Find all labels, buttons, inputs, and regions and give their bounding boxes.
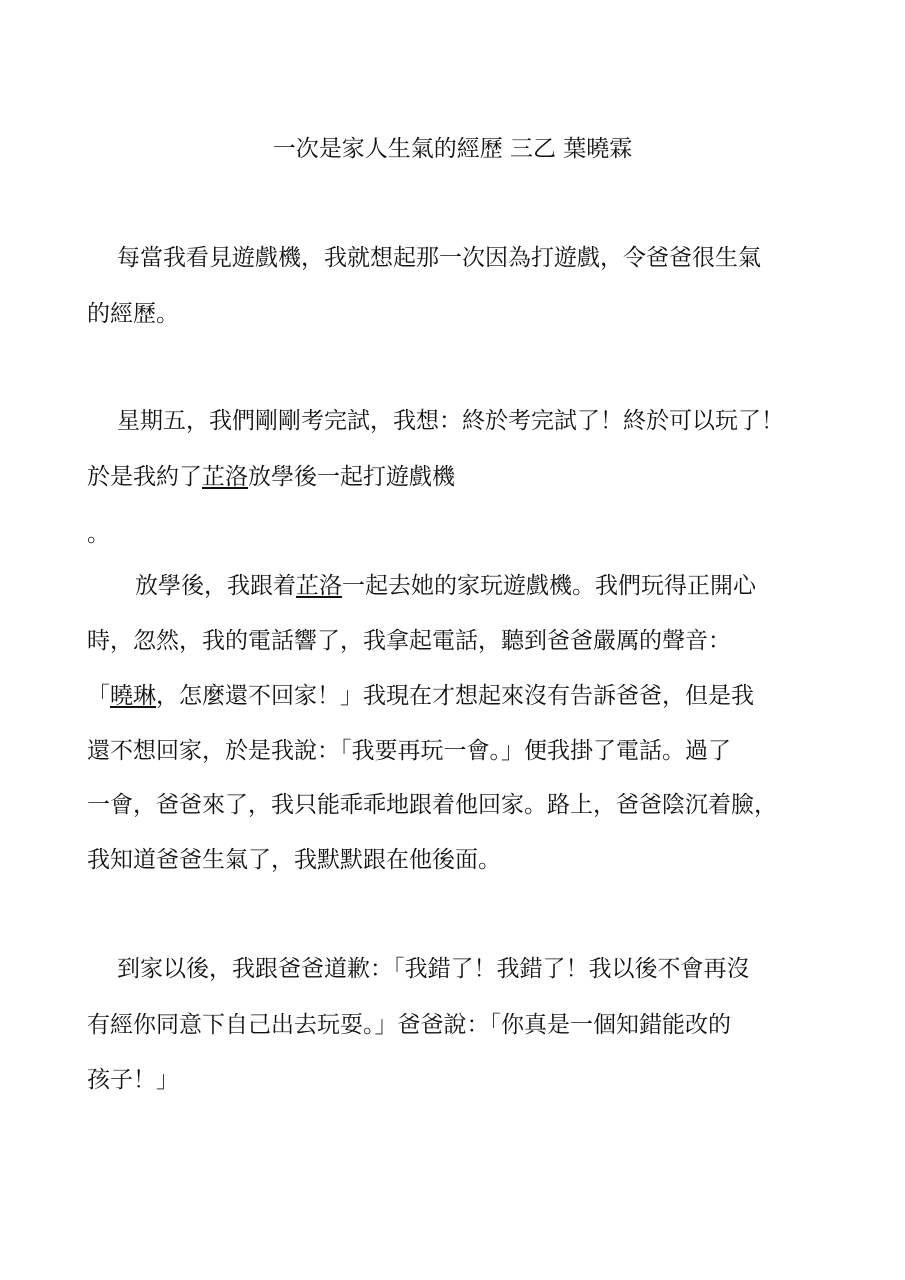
- paragraph-3-line-4: 還不想回家，於是我說：「我要再玩一會。」便我掛了電話。過了: [87, 738, 731, 764]
- paragraph-3-line-3: [87, 680, 754, 712]
- text-segment: 於是我約了: [87, 464, 202, 490]
- text-segment: ，怎麼還不回家！」我現在才想起來沒有告訴爸爸，但是我: [156, 683, 754, 709]
- paragraph-4-line-2: 有經你同意下自己出去玩耍。」爸爸說：「你真是一個知錯能改的: [87, 1012, 731, 1038]
- text-segment: 放學後，我跟着: [135, 573, 296, 599]
- text-segment: 一起去她的家玩遊戲機。我們玩得正開心: [342, 573, 756, 599]
- text-segment: 放學後一起打遊戲機: [248, 464, 455, 490]
- friend-name: 芷洛: [202, 464, 248, 490]
- paragraph-4-line-3: 孩子！」: [87, 1067, 179, 1093]
- author-name: 曉琳: [110, 683, 156, 709]
- paragraph-1-line-2: 的經歷。: [87, 301, 179, 327]
- friend-name: 芷洛: [296, 573, 342, 599]
- paragraph-2-line-2: [87, 461, 455, 493]
- essay-title: 一次是家人生氣的經歷 三乙 葉曉霖: [272, 136, 633, 162]
- text-segment: 「: [87, 683, 110, 709]
- paragraph-3-line-5: 一會，爸爸來了，我只能乖乖地跟着他回家。路上，爸爸陰沉着臉，: [87, 792, 777, 818]
- paragraph-2-line-3: 。: [87, 521, 110, 547]
- paragraph-4-line-1: 到家以後，我跟爸爸道歉：「我錯了！我錯了！我以後不會再沒: [117, 956, 750, 982]
- paragraph-1-line-1: 每當我看見遊戲機，我就想起那一次因為打遊戲，令爸爸很生氣: [117, 245, 761, 271]
- paragraph-3-line-1: [135, 570, 756, 602]
- paragraph-3-line-6: 我知道爸爸生氣了，我默默跟在他後面。: [87, 847, 501, 873]
- paragraph-3-line-2: 時，忽然，我的電話響了，我拿起電話，聽到爸爸嚴厲的聲音：: [87, 628, 731, 654]
- paragraph-2-line-1: 星期五，我們剛剛考完試，我想：終於考完試了！終於可以玩了！: [117, 408, 784, 434]
